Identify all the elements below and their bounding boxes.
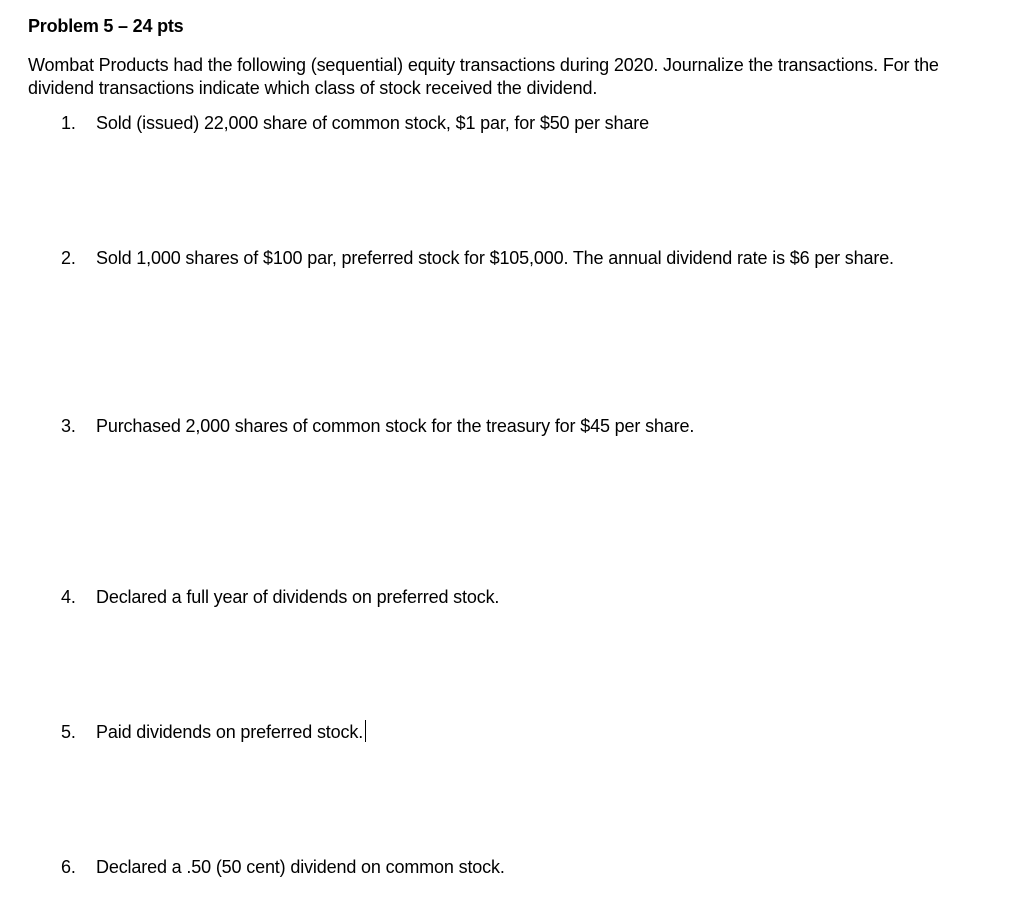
item-text[interactable]: Declared a full year of dividends on preferred stock.	[96, 587, 500, 607]
list-item-1	[61, 107, 961, 140]
item-number: 4.	[61, 587, 76, 607]
problem-title: Problem 5 – 24 pts	[28, 16, 184, 36]
item-number: 2.	[61, 248, 76, 268]
list-item-5	[61, 716, 961, 749]
item-text-with-cursor[interactable]	[96, 716, 961, 749]
list-item-3	[61, 410, 961, 443]
item-text[interactable]: Declared a .50 (50 cent) dividend on common stock.	[96, 857, 505, 877]
item-number: 1.	[61, 113, 76, 133]
item-text[interactable]: Sold 1,000 shares of $100 par, preferred stock for $105,000. The annual dividend rate is $6 per share.	[96, 248, 894, 268]
problem-instructions: Wombat Products had the following (sequential) equity transactions during 2020. Journalize the transactions. For the dividend transactions indicate which class of stock received the dividend.	[28, 55, 939, 98]
item-number: 3.	[61, 416, 76, 436]
item-number: 5.	[61, 722, 76, 742]
list-item-2	[61, 242, 961, 275]
item-text[interactable]: Sold (issued) 22,000 share of common stock, $1 par, for $50 per share	[96, 113, 649, 133]
item-text[interactable]: Paid dividends on preferred stock.	[96, 722, 364, 742]
item-text[interactable]: Purchased 2,000 shares of common stock for the treasury for $45 per share.	[96, 416, 695, 436]
list-item-6	[61, 851, 961, 884]
item-number: 6.	[61, 857, 76, 877]
list-item-4	[61, 581, 961, 614]
text-cursor	[365, 720, 366, 742]
